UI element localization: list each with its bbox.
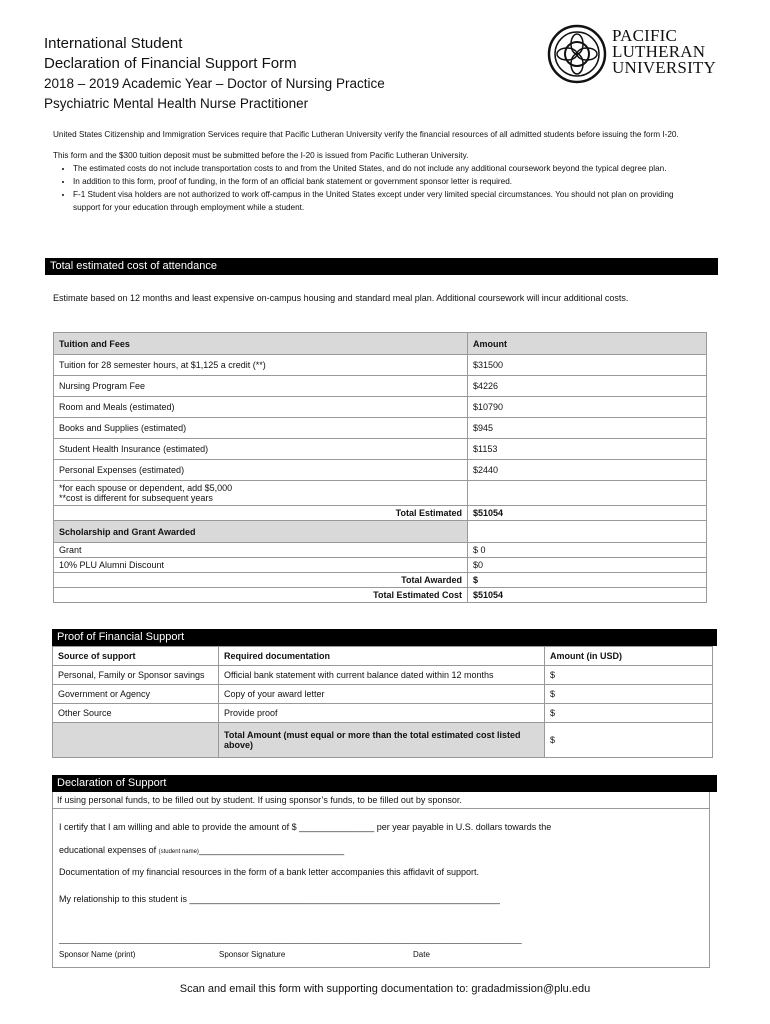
certify-line[interactable]: I certify that I am willing and able to provide the amount of $ _______________ per year payable in U.S. dollars towards the <box>59 822 552 832</box>
total-amount-label: Total Amount (must equal or more than the total estimated cost listed above) <box>219 723 545 758</box>
list-item: • In addition to this form, proof of funding, in the form of an official bank statement or government sponsor letter is required. <box>73 175 703 188</box>
column-header: Required documentation <box>219 647 545 666</box>
form-title <box>44 34 385 114</box>
declaration-subtitle: If using personal funds, to be filled out by student. If using sponsor’s funds, to be filled out by sponsor. <box>52 792 710 809</box>
section-header-proof: Proof of Financial Support <box>52 629 717 646</box>
university-logo-text: PACIFIC LUTHERAN UNIVERSITY <box>612 26 716 77</box>
table-row: Books and Supplies (estimated) $945 <box>54 418 707 439</box>
table-row: Total Awarded $ <box>54 573 707 588</box>
table-row: Government or Agency Copy of your award letter $ <box>53 685 713 704</box>
cost-table <box>53 332 707 603</box>
title-line-2: Declaration of Financial Support Form <box>44 55 297 72</box>
intro-bullets <box>53 162 703 214</box>
list-item: • F-1 Student visa holders are not authorized to work off-campus in the United States except under very limited special circumstances. You should not plan on providing support for your education through employment while a student. <box>73 188 703 214</box>
sponsor-name-label: Sponsor Name (print) <box>59 950 136 959</box>
signature-line[interactable]: ________________________________________________________________________________________________________ <box>59 935 522 944</box>
total-amount-field[interactable]: $ <box>545 723 713 758</box>
table-row: Grant $ 0 <box>54 543 707 558</box>
column-header: Amount (in USD) <box>545 647 713 666</box>
table-row: Other Source Provide proof $ <box>53 704 713 723</box>
section-header-declaration: Declaration of Support <box>52 775 717 792</box>
title-line-4: Psychiatric Mental Health Nurse Practitioner <box>44 96 309 111</box>
footer-instructions: Scan and email this form with supporting documentation to: gradadmission@plu.edu <box>179 983 591 995</box>
student-name-line[interactable]: educational expenses of (student name)_____________________________ <box>59 845 345 855</box>
total-awarded-field[interactable]: $ <box>468 573 707 588</box>
table-row: Student Health Insurance (estimated) $1153 <box>54 439 707 460</box>
section-header-cost: Total estimated cost of attendance <box>45 258 718 275</box>
title-line-3: 2018 – 2019 Academic Year – Doctor of Nursing Practice <box>44 76 385 91</box>
intro-paragraph-1: United States Citizenship and Immigration Services require that Pacific Lutheran University verify the financial resources of all admitted students before issuing the form I-20. <box>53 130 679 139</box>
table-row: Personal Expenses (estimated) $2440 <box>54 460 707 481</box>
dependent-note: *for each spouse or dependent, add $5,000 <box>59 483 233 493</box>
table-row: 10% PLU Alumni Discount $0 <box>54 558 707 573</box>
declaration-box <box>52 809 710 968</box>
table-row: Tuition for 28 semester hours, at $1,125 a credit (**) $31500 <box>54 355 707 376</box>
table-row <box>54 481 707 506</box>
scholarship-header: Scholarship and Grant Awarded <box>54 521 468 543</box>
intro-text <box>53 128 703 214</box>
relationship-line[interactable]: My relationship to this student is ______________________________________________________________ <box>59 894 500 904</box>
table-row: Nursing Program Fee $4226 <box>54 376 707 397</box>
list-item: • The estimated costs do not include transportation costs to and from the United States, and do not include any additional coursework beyond the typical degree plan. <box>73 162 703 175</box>
subsequent-note: **cost is different for subsequent years <box>59 493 213 503</box>
table-row: Room and Meals (estimated) $10790 <box>54 397 707 418</box>
estimate-note: Estimate based on 12 months and least expensive on-campus housing and standard meal plan. Additional coursework will incur additional costs. <box>53 293 629 303</box>
table-row: Total Estimated $51054 <box>54 506 707 521</box>
sponsor-signature-label: Sponsor Signature <box>219 950 286 959</box>
table-row: Total Estimated Cost $51054 <box>54 588 707 603</box>
table-row <box>53 723 713 758</box>
column-header: Source of support <box>53 647 219 666</box>
title-line-1: International Student <box>44 35 183 52</box>
proof-table <box>52 646 713 758</box>
amount-field[interactable]: $ <box>545 666 713 685</box>
table-row: Personal, Family or Sponsor savings Official bank statement with current balance dated within 12 months $ <box>53 666 713 685</box>
intro-paragraph-2: This form and the $300 tuition deposit must be submitted before the I-20 is issued from Pacific Lutheran University. <box>53 151 469 160</box>
column-header: Amount <box>468 333 707 355</box>
total-cost-value: $51054 <box>468 588 707 603</box>
total-estimated-value: $51054 <box>468 506 707 521</box>
column-header: Tuition and Fees <box>54 333 468 355</box>
amount-field[interactable]: $ <box>545 704 713 723</box>
amount-field[interactable]: $ <box>545 685 713 704</box>
date-label: Date <box>413 950 430 959</box>
documentation-line: Documentation of my financial resources in the form of a bank letter accompanies this affidavit of support. <box>59 867 480 877</box>
